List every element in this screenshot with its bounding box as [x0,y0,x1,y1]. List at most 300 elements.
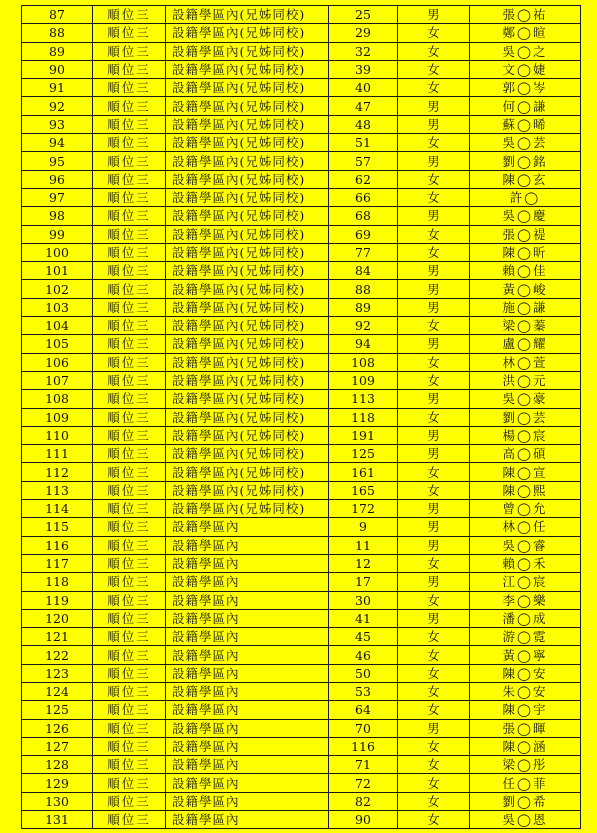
priority-cell: 順位三 [93,408,166,426]
row-number: 119 [22,591,93,609]
gender-cell: 女 [398,664,470,682]
priority-cell: 順位三 [93,426,166,444]
table-row [22,518,581,536]
row-number: 114 [22,500,93,518]
lottery-number-cell: 89 [329,298,398,316]
lottery-number-cell: 191 [329,426,398,444]
table-row [22,554,581,572]
table-row [22,188,581,206]
priority-cell: 順位三 [93,152,166,170]
row-number: 130 [22,792,93,810]
row-number: 126 [22,719,93,737]
row-number: 92 [22,97,93,115]
priority-cell: 順位三 [93,317,166,335]
roster-body [22,6,581,829]
lottery-number-cell: 30 [329,591,398,609]
table-row [22,24,581,42]
district-cell: 設籍學區內 [166,756,329,774]
lottery-number-cell: 66 [329,188,398,206]
student-name-cell: 潘◯成 [470,609,581,627]
gender-cell: 女 [398,42,470,60]
priority-cell: 順位三 [93,811,166,829]
table-row [22,445,581,463]
lottery-number-cell: 45 [329,628,398,646]
lottery-number-cell: 125 [329,445,398,463]
priority-cell: 順位三 [93,664,166,682]
table-row [22,225,581,243]
priority-cell: 順位三 [93,170,166,188]
priority-cell: 順位三 [93,280,166,298]
student-name-cell: 張◯祐 [470,6,581,24]
student-name-cell: 盧◯耀 [470,335,581,353]
priority-cell: 順位三 [93,554,166,572]
student-name-cell: 梁◯蓁 [470,317,581,335]
student-name-cell: 朱◯安 [470,682,581,700]
gender-cell: 女 [398,774,470,792]
priority-cell: 順位三 [93,188,166,206]
student-name-cell: 郭◯岑 [470,79,581,97]
gender-cell: 女 [398,408,470,426]
lottery-number-cell: 116 [329,737,398,755]
gender-cell: 男 [398,152,470,170]
student-name-cell: 蘇◯晞 [470,115,581,133]
row-number: 108 [22,390,93,408]
district-cell: 設籍學區內(兄姊同校) [166,408,329,426]
lottery-number-cell: 70 [329,719,398,737]
district-cell: 設籍學區內(兄姊同校) [166,24,329,42]
row-number: 131 [22,811,93,829]
gender-cell: 女 [398,792,470,810]
district-cell: 設籍學區內(兄姊同校) [166,298,329,316]
row-number: 123 [22,664,93,682]
gender-cell: 女 [398,317,470,335]
district-cell: 設籍學區內(兄姊同校) [166,371,329,389]
priority-cell: 順位三 [93,60,166,78]
row-number: 94 [22,134,93,152]
row-number: 91 [22,79,93,97]
row-number: 101 [22,262,93,280]
district-cell: 設籍學區內(兄姊同校) [166,134,329,152]
lottery-number-cell: 82 [329,792,398,810]
student-name-cell: 江◯宸 [470,573,581,591]
district-cell: 設籍學區內(兄姊同校) [166,60,329,78]
district-cell: 設籍學區內(兄姊同校) [166,280,329,298]
table-row [22,97,581,115]
priority-cell: 順位三 [93,243,166,261]
student-name-cell: 陳◯昕 [470,243,581,261]
student-name-cell: 楊◯宸 [470,426,581,444]
district-cell: 設籍學區內 [166,628,329,646]
table-row [22,207,581,225]
student-name-cell: 賴◯佳 [470,262,581,280]
student-name-cell: 陳◯涵 [470,737,581,755]
gender-cell: 女 [398,811,470,829]
table-row [22,390,581,408]
row-number: 125 [22,701,93,719]
table-row [22,573,581,591]
student-name-cell: 任◯菲 [470,774,581,792]
student-name-cell: 黃◯峻 [470,280,581,298]
lottery-number-cell: 77 [329,243,398,261]
district-cell: 設籍學區內(兄姊同校) [166,243,329,261]
gender-cell: 男 [398,207,470,225]
student-name-cell: 黃◯寧 [470,646,581,664]
gender-cell: 男 [398,390,470,408]
table-row [22,298,581,316]
district-cell: 設籍學區內 [166,774,329,792]
row-number: 103 [22,298,93,316]
row-number: 109 [22,408,93,426]
lottery-number-cell: 118 [329,408,398,426]
table-row [22,774,581,792]
district-cell: 設籍學區內(兄姊同校) [166,463,329,481]
table-row [22,500,581,518]
gender-cell: 女 [398,79,470,97]
table-row [22,170,581,188]
table-row [22,481,581,499]
priority-cell: 順位三 [93,24,166,42]
gender-cell: 男 [398,500,470,518]
priority-cell: 順位三 [93,97,166,115]
student-name-cell: 陳◯宣 [470,463,581,481]
priority-cell: 順位三 [93,774,166,792]
student-name-cell: 吳◯芸 [470,134,581,152]
table-row [22,243,581,261]
table-row [22,646,581,664]
lottery-number-cell: 165 [329,481,398,499]
table-row [22,280,581,298]
roster-table [21,5,581,829]
district-cell: 設籍學區內 [166,719,329,737]
gender-cell: 男 [398,298,470,316]
row-number: 107 [22,371,93,389]
student-name-cell: 吳◯慶 [470,207,581,225]
priority-cell: 順位三 [93,42,166,60]
table-row [22,591,581,609]
lottery-number-cell: 25 [329,6,398,24]
district-cell: 設籍學區內(兄姊同校) [166,79,329,97]
table-row [22,408,581,426]
district-cell: 設籍學區內(兄姊同校) [166,317,329,335]
table-row [22,701,581,719]
gender-cell: 女 [398,463,470,481]
district-cell: 設籍學區內 [166,518,329,536]
student-name-cell: 張◯暉 [470,719,581,737]
table-row [22,115,581,133]
table-row [22,152,581,170]
lottery-number-cell: 172 [329,500,398,518]
row-number: 96 [22,170,93,188]
gender-cell: 女 [398,554,470,572]
lottery-number-cell: 53 [329,682,398,700]
priority-cell: 順位三 [93,518,166,536]
lottery-number-cell: 51 [329,134,398,152]
district-cell: 設籍學區內(兄姊同校) [166,115,329,133]
student-name-cell: 文◯婕 [470,60,581,78]
district-cell: 設籍學區內(兄姊同校) [166,481,329,499]
district-cell: 設籍學區內(兄姊同校) [166,188,329,206]
gender-cell: 女 [398,170,470,188]
district-cell: 設籍學區內 [166,664,329,682]
lottery-number-cell: 161 [329,463,398,481]
table-row [22,353,581,371]
district-cell: 設籍學區內(兄姊同校) [166,262,329,280]
priority-cell: 順位三 [93,463,166,481]
district-cell: 設籍學區內(兄姊同校) [166,426,329,444]
table-row [22,682,581,700]
gender-cell: 男 [398,609,470,627]
priority-cell: 順位三 [93,115,166,133]
row-number: 117 [22,554,93,572]
row-number: 100 [22,243,93,261]
gender-cell: 男 [398,97,470,115]
row-number: 116 [22,536,93,554]
lottery-number-cell: 113 [329,390,398,408]
student-name-cell: 陳◯玄 [470,170,581,188]
lottery-number-cell: 17 [329,573,398,591]
lottery-number-cell: 9 [329,518,398,536]
row-number: 118 [22,573,93,591]
gender-cell: 女 [398,628,470,646]
row-number: 115 [22,518,93,536]
table-row [22,463,581,481]
lottery-number-cell: 40 [329,79,398,97]
row-number: 106 [22,353,93,371]
district-cell: 設籍學區內 [166,682,329,700]
district-cell: 設籍學區內 [166,536,329,554]
district-cell: 設籍學區內(兄姊同校) [166,225,329,243]
table-row [22,811,581,829]
row-number: 102 [22,280,93,298]
lottery-number-cell: 47 [329,97,398,115]
lottery-number-cell: 48 [329,115,398,133]
gender-cell: 女 [398,225,470,243]
priority-cell: 順位三 [93,536,166,554]
priority-cell: 順位三 [93,628,166,646]
lottery-number-cell: 94 [329,335,398,353]
lottery-number-cell: 11 [329,536,398,554]
lottery-number-cell: 46 [329,646,398,664]
table-row [22,79,581,97]
gender-cell: 男 [398,115,470,133]
student-name-cell: 陳◯宇 [470,701,581,719]
priority-cell: 順位三 [93,756,166,774]
lottery-number-cell: 90 [329,811,398,829]
row-number: 104 [22,317,93,335]
gender-cell: 女 [398,24,470,42]
student-name-cell: 洪◯元 [470,371,581,389]
gender-cell: 男 [398,262,470,280]
gender-cell: 女 [398,682,470,700]
table-row [22,60,581,78]
row-number: 97 [22,188,93,206]
student-name-cell: 李◯樂 [470,591,581,609]
table-row [22,317,581,335]
gender-cell: 男 [398,335,470,353]
row-number: 105 [22,335,93,353]
priority-cell: 順位三 [93,719,166,737]
lottery-number-cell: 72 [329,774,398,792]
lottery-number-cell: 39 [329,60,398,78]
priority-cell: 順位三 [93,737,166,755]
gender-cell: 女 [398,591,470,609]
priority-cell: 順位三 [93,353,166,371]
priority-cell: 順位三 [93,445,166,463]
gender-cell: 男 [398,518,470,536]
priority-cell: 順位三 [93,682,166,700]
priority-cell: 順位三 [93,500,166,518]
district-cell: 設籍學區內 [166,554,329,572]
lottery-number-cell: 29 [329,24,398,42]
gender-cell: 女 [398,646,470,664]
student-name-cell: 張◯禔 [470,225,581,243]
student-name-cell: 何◯謙 [470,97,581,115]
priority-cell: 順位三 [93,262,166,280]
student-name-cell: 陳◯熙 [470,481,581,499]
district-cell: 設籍學區內 [166,811,329,829]
table-row [22,756,581,774]
lottery-number-cell: 84 [329,262,398,280]
row-number: 128 [22,756,93,774]
lottery-number-cell: 71 [329,756,398,774]
priority-cell: 順位三 [93,609,166,627]
table-row [22,737,581,755]
priority-cell: 順位三 [93,298,166,316]
district-cell: 設籍學區內(兄姊同校) [166,335,329,353]
student-name-cell: 梁◯彤 [470,756,581,774]
row-number: 93 [22,115,93,133]
lottery-number-cell: 64 [329,701,398,719]
gender-cell: 女 [398,188,470,206]
student-name-cell: 林◯萱 [470,353,581,371]
district-cell: 設籍學區內(兄姊同校) [166,390,329,408]
student-name-cell: 吳◯睿 [470,536,581,554]
district-cell: 設籍學區內 [166,591,329,609]
priority-cell: 順位三 [93,371,166,389]
district-cell: 設籍學區內 [166,792,329,810]
table-row [22,426,581,444]
student-name-cell: 施◯謙 [470,298,581,316]
row-number: 121 [22,628,93,646]
student-name-cell: 高◯碩 [470,445,581,463]
gender-cell: 男 [398,426,470,444]
gender-cell: 女 [398,481,470,499]
gender-cell: 女 [398,134,470,152]
district-cell: 設籍學區內 [166,737,329,755]
priority-cell: 順位三 [93,481,166,499]
table-row [22,664,581,682]
student-name-cell: 吳◯之 [470,42,581,60]
table-row [22,609,581,627]
district-cell: 設籍學區內(兄姊同校) [166,170,329,188]
gender-cell: 男 [398,536,470,554]
gender-cell: 男 [398,280,470,298]
priority-cell: 順位三 [93,79,166,97]
priority-cell: 順位三 [93,701,166,719]
table-row [22,536,581,554]
row-number: 129 [22,774,93,792]
student-name-cell: 陳◯安 [470,664,581,682]
row-number: 88 [22,24,93,42]
row-number: 127 [22,737,93,755]
lottery-number-cell: 69 [329,225,398,243]
lottery-number-cell: 41 [329,609,398,627]
district-cell: 設籍學區內(兄姊同校) [166,353,329,371]
district-cell: 設籍學區內 [166,646,329,664]
table-row [22,719,581,737]
gender-cell: 男 [398,6,470,24]
district-cell: 設籍學區內(兄姊同校) [166,152,329,170]
student-name-cell: 游◯霓 [470,628,581,646]
student-name-cell: 賴◯禾 [470,554,581,572]
lottery-number-cell: 32 [329,42,398,60]
gender-cell: 女 [398,243,470,261]
row-number: 124 [22,682,93,700]
priority-cell: 順位三 [93,591,166,609]
district-cell: 設籍學區內 [166,573,329,591]
lottery-number-cell: 68 [329,207,398,225]
priority-cell: 順位三 [93,225,166,243]
student-name-cell: 吳◯豪 [470,390,581,408]
priority-cell: 順位三 [93,6,166,24]
priority-cell: 順位三 [93,390,166,408]
gender-cell: 女 [398,701,470,719]
priority-cell: 順位三 [93,646,166,664]
row-number: 89 [22,42,93,60]
student-name-cell: 劉◯芸 [470,408,581,426]
student-name-cell: 吳◯恩 [470,811,581,829]
priority-cell: 順位三 [93,573,166,591]
lottery-number-cell: 108 [329,353,398,371]
district-cell: 設籍學區內(兄姊同校) [166,42,329,60]
student-name-cell: 劉◯希 [470,792,581,810]
priority-cell: 順位三 [93,134,166,152]
district-cell: 設籍學區內(兄姊同校) [166,97,329,115]
lottery-number-cell: 12 [329,554,398,572]
lottery-number-cell: 109 [329,371,398,389]
lottery-number-cell: 57 [329,152,398,170]
row-number: 87 [22,6,93,24]
table-row [22,262,581,280]
gender-cell: 男 [398,445,470,463]
table-row [22,6,581,24]
row-number: 122 [22,646,93,664]
lottery-number-cell: 92 [329,317,398,335]
row-number: 113 [22,481,93,499]
district-cell: 設籍學區內(兄姊同校) [166,500,329,518]
row-number: 90 [22,60,93,78]
row-number: 111 [22,445,93,463]
row-number: 95 [22,152,93,170]
gender-cell: 女 [398,371,470,389]
student-name-cell: 鄭◯暄 [470,24,581,42]
row-number: 99 [22,225,93,243]
row-number: 120 [22,609,93,627]
table-row [22,792,581,810]
row-number: 110 [22,426,93,444]
priority-cell: 順位三 [93,335,166,353]
gender-cell: 女 [398,353,470,371]
lottery-number-cell: 62 [329,170,398,188]
table-row [22,628,581,646]
priority-cell: 順位三 [93,207,166,225]
district-cell: 設籍學區內 [166,609,329,627]
student-name-cell: 許◯ [470,188,581,206]
table-row [22,335,581,353]
row-number: 112 [22,463,93,481]
gender-cell: 女 [398,60,470,78]
lottery-number-cell: 88 [329,280,398,298]
